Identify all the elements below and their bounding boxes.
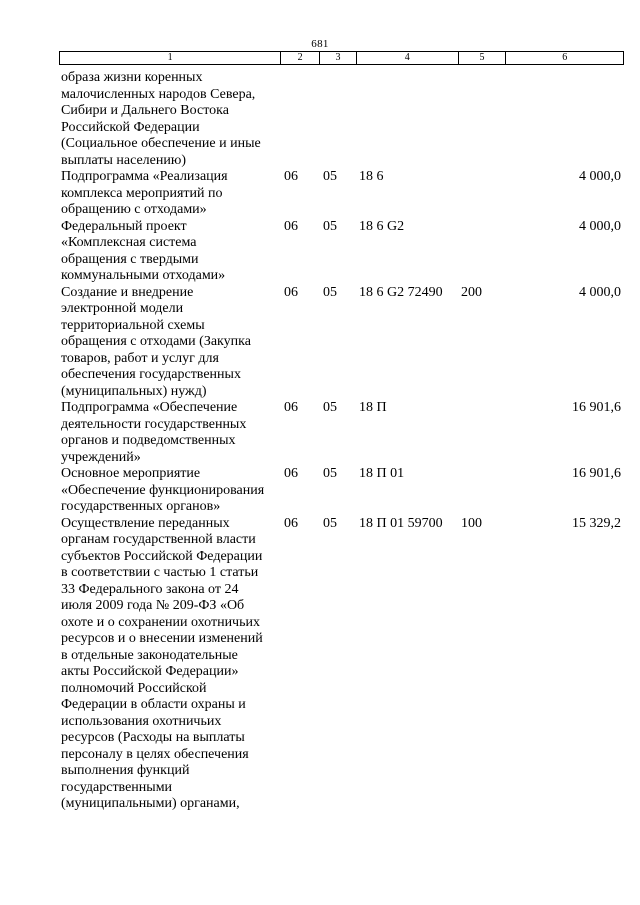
row-name-line: «Комплексная система bbox=[61, 235, 197, 250]
row-name bbox=[59, 285, 281, 401]
table-row bbox=[59, 219, 624, 285]
target-article-code: 18 П 01 bbox=[359, 466, 405, 481]
row-name-line: Осуществление переданных bbox=[61, 515, 230, 531]
row-name-line: июля 2009 года № 209-ФЗ «Об bbox=[61, 598, 245, 613]
expense-type-code bbox=[459, 400, 507, 466]
section-code: 06 bbox=[284, 284, 298, 300]
column-header-3: 3 bbox=[320, 52, 357, 64]
row-name-line: ресурсов (Расходы на выплаты bbox=[61, 730, 245, 745]
row-name-line: электронной модели bbox=[61, 301, 184, 316]
subsection-code: 05 bbox=[323, 169, 337, 184]
page-number: 681 bbox=[311, 38, 329, 50]
row-name-line: в соответствии с частью 1 статьи bbox=[61, 565, 259, 580]
row-name-line: коммунальными отходами» bbox=[61, 268, 226, 283]
subsection-code bbox=[320, 70, 357, 169]
row-name-line: Основное мероприятие bbox=[61, 466, 201, 481]
row-name-line: (Социальное обеспечение и иные bbox=[61, 136, 261, 151]
row-name-line: Создание и внедрение bbox=[61, 284, 194, 300]
row-name-line: охоте и о сохранении охотничьих bbox=[61, 614, 260, 630]
row-name bbox=[59, 219, 281, 285]
expense-type-code bbox=[459, 70, 507, 169]
row-name-line: государственными bbox=[61, 779, 173, 795]
table-row bbox=[59, 70, 624, 169]
column-header-row bbox=[59, 51, 624, 65]
target-article-code: 18 П bbox=[359, 400, 387, 415]
row-name-line: малочисленных народов Севера, bbox=[61, 86, 256, 102]
row-name-line: товаров, работ и услуг для bbox=[61, 350, 219, 366]
subsection-code: 05 bbox=[323, 466, 337, 481]
target-article-code: 18 6 G2 72490 bbox=[359, 284, 443, 300]
budget-table-body bbox=[59, 70, 624, 813]
row-name-line: ресурсов и о внесении изменений bbox=[61, 631, 263, 646]
row-name-line: обращения с отходами (Закупка bbox=[61, 334, 251, 349]
row-name-line: учреждений» bbox=[61, 449, 141, 465]
section-code: 06 bbox=[284, 515, 298, 531]
row-name-line: Федерации в области охраны и bbox=[61, 697, 246, 712]
amount: 4 000,0 bbox=[579, 218, 621, 234]
row-name-line: в отдельные законодательные bbox=[61, 647, 238, 663]
column-header-1: 1 bbox=[60, 52, 281, 64]
row-name-line: выплаты населению) bbox=[61, 152, 186, 168]
row-name-line: субъектов Российской Федерации bbox=[61, 548, 263, 564]
row-name-line: образа жизни коренных bbox=[61, 70, 203, 85]
section-code: 06 bbox=[284, 169, 298, 184]
row-name-line: комплекса мероприятий по bbox=[61, 185, 223, 201]
row-name-line: (муниципальными) органами, bbox=[61, 796, 240, 811]
section-code: 06 bbox=[284, 466, 298, 481]
target-article-code bbox=[357, 70, 459, 169]
target-article-code: 18 6 bbox=[359, 169, 384, 184]
expense-type-code bbox=[459, 169, 507, 219]
table-row bbox=[59, 285, 624, 401]
column-header-5: 5 bbox=[459, 52, 507, 64]
subsection-code: 05 bbox=[323, 515, 337, 531]
row-name-line: органам государственной власти bbox=[61, 532, 256, 547]
section-code bbox=[281, 70, 320, 169]
amount: 16 901,6 bbox=[572, 466, 621, 481]
row-name-line: обращения с твердыми bbox=[61, 251, 199, 267]
row-name-line: деятельности государственных bbox=[61, 416, 247, 432]
target-article-code: 18 П 01 59700 bbox=[359, 515, 443, 531]
row-name-line: государственных органов» bbox=[61, 499, 221, 514]
subsection-code: 05 bbox=[323, 284, 337, 300]
amount bbox=[507, 70, 624, 169]
row-name-line: Подпрограмма «Обеспечение bbox=[61, 400, 238, 415]
table-row bbox=[59, 400, 624, 466]
target-article-code: 18 6 G2 bbox=[359, 218, 405, 234]
row-name-line: 33 Федерального закона от 24 bbox=[61, 581, 239, 597]
amount: 4 000,0 bbox=[579, 284, 621, 300]
expense-type-code: 100 bbox=[461, 515, 482, 531]
table-row bbox=[59, 466, 624, 516]
amount: 15 329,2 bbox=[572, 515, 621, 531]
row-name-line: Российской Федерации bbox=[61, 119, 200, 135]
row-name bbox=[59, 70, 281, 169]
table-row bbox=[59, 169, 624, 219]
expense-type-code bbox=[459, 466, 507, 516]
row-name bbox=[59, 400, 281, 466]
column-header-4: 4 bbox=[357, 52, 459, 64]
section-code: 06 bbox=[284, 218, 298, 234]
row-name bbox=[59, 169, 281, 219]
subsection-code: 05 bbox=[323, 400, 337, 415]
row-name-line: персоналу в целях обеспечения bbox=[61, 746, 249, 762]
row-name-line: «Обеспечение функционирования bbox=[61, 482, 265, 498]
row-name-line: акты Российской Федерации» bbox=[61, 664, 239, 679]
row-name-line: (муниципальных) нужд) bbox=[61, 383, 207, 399]
row-name-line: Подпрограмма «Реализация bbox=[61, 169, 228, 184]
row-name-line: Сибири и Дальнего Востока bbox=[61, 103, 229, 118]
column-header-6: 6 bbox=[562, 52, 568, 63]
row-name-line: органов и подведомственных bbox=[61, 433, 236, 448]
row-name-line: выполнения функций bbox=[61, 763, 190, 778]
column-header-2: 2 bbox=[281, 52, 320, 64]
row-name bbox=[59, 516, 281, 813]
row-name-line: обращению с отходами» bbox=[61, 202, 207, 217]
table-row bbox=[59, 516, 624, 813]
amount: 16 901,6 bbox=[572, 400, 621, 415]
row-name-line: полномочий Российской bbox=[61, 680, 207, 696]
row-name bbox=[59, 466, 281, 516]
section-code: 06 bbox=[284, 400, 298, 415]
subsection-code: 05 bbox=[323, 218, 337, 234]
row-name-line: обеспечения государственных bbox=[61, 367, 241, 382]
expense-type-code bbox=[459, 219, 507, 285]
amount: 4 000,0 bbox=[579, 169, 621, 184]
row-name-line: использования охотничьих bbox=[61, 713, 222, 729]
row-name-line: территориальной схемы bbox=[61, 317, 205, 333]
row-name-line: Федеральный проект bbox=[61, 218, 187, 234]
expense-type-code: 200 bbox=[461, 284, 482, 300]
